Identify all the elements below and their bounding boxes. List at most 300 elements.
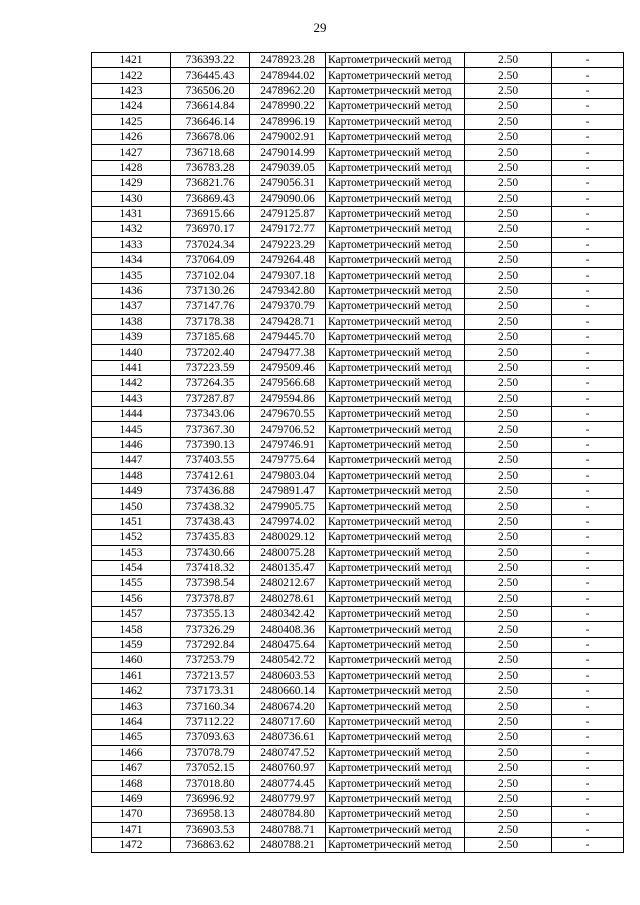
x-coordinate-cell: 737185.68 <box>171 330 250 345</box>
description-cell: - <box>552 376 624 391</box>
method-cell: Картометрический метод <box>326 283 465 298</box>
method-cell: Картометрический метод <box>326 776 465 791</box>
y-coordinate-cell: 2479706.52 <box>250 422 326 437</box>
y-coordinate-cell: 2479445.70 <box>250 330 326 345</box>
x-coordinate-cell: 736958.13 <box>171 807 250 822</box>
accuracy-cell: 2.50 <box>465 268 552 283</box>
description-cell: - <box>552 591 624 606</box>
description-cell: - <box>552 314 624 329</box>
x-coordinate-cell: 736915.66 <box>171 206 250 221</box>
point-number-cell: 1465 <box>92 730 171 745</box>
x-coordinate-cell: 737435.83 <box>171 530 250 545</box>
description-cell: - <box>552 253 624 268</box>
table-row <box>92 53 624 68</box>
description-cell: - <box>552 530 624 545</box>
description-cell: - <box>552 745 624 760</box>
x-coordinate-cell: 736903.53 <box>171 822 250 837</box>
point-number-cell: 1424 <box>92 99 171 114</box>
method-cell: Картометрический метод <box>326 299 465 314</box>
accuracy-cell: 2.50 <box>465 760 552 775</box>
point-number-cell: 1453 <box>92 545 171 560</box>
accuracy-cell: 2.50 <box>465 453 552 468</box>
table-row <box>92 99 624 114</box>
y-coordinate-cell: 2478996.19 <box>250 114 326 129</box>
x-coordinate-cell: 737326.29 <box>171 622 250 637</box>
y-coordinate-cell: 2479509.46 <box>250 360 326 375</box>
description-cell: - <box>552 607 624 622</box>
method-cell: Картометрический метод <box>326 653 465 668</box>
method-cell: Картометрический метод <box>326 622 465 637</box>
y-coordinate-cell: 2480760.97 <box>250 760 326 775</box>
accuracy-cell: 2.50 <box>465 299 552 314</box>
description-cell: - <box>552 83 624 98</box>
accuracy-cell: 2.50 <box>465 607 552 622</box>
x-coordinate-cell: 737438.43 <box>171 514 250 529</box>
point-number-cell: 1439 <box>92 330 171 345</box>
table-row <box>92 622 624 637</box>
point-number-cell: 1430 <box>92 191 171 206</box>
table-row <box>92 330 624 345</box>
description-cell: - <box>552 560 624 575</box>
y-coordinate-cell: 2478944.02 <box>250 68 326 83</box>
table-row <box>92 760 624 775</box>
table-row <box>92 160 624 175</box>
method-cell: Картометрический метод <box>326 791 465 806</box>
point-number-cell: 1454 <box>92 560 171 575</box>
method-cell: Картометрический метод <box>326 468 465 483</box>
accuracy-cell: 2.50 <box>465 576 552 591</box>
accuracy-cell: 2.50 <box>465 160 552 175</box>
x-coordinate-cell: 736506.20 <box>171 83 250 98</box>
method-cell: Картометрический метод <box>326 822 465 837</box>
point-number-cell: 1444 <box>92 406 171 421</box>
point-number-cell: 1464 <box>92 714 171 729</box>
method-cell: Картометрический метод <box>326 483 465 498</box>
description-cell: - <box>552 483 624 498</box>
description-cell: - <box>552 422 624 437</box>
y-coordinate-cell: 2479172.77 <box>250 222 326 237</box>
table-row <box>92 714 624 729</box>
table-row <box>92 607 624 622</box>
table-row <box>92 237 624 252</box>
point-number-cell: 1446 <box>92 437 171 452</box>
method-cell: Картометрический метод <box>326 514 465 529</box>
y-coordinate-cell: 2479056.31 <box>250 176 326 191</box>
x-coordinate-cell: 737287.87 <box>171 391 250 406</box>
table-row <box>92 545 624 560</box>
description-cell: - <box>552 206 624 221</box>
table-row <box>92 822 624 837</box>
x-coordinate-cell: 736678.06 <box>171 129 250 144</box>
point-number-cell: 1425 <box>92 114 171 129</box>
y-coordinate-cell: 2479039.05 <box>250 160 326 175</box>
y-coordinate-cell: 2480788.71 <box>250 822 326 837</box>
description-cell: - <box>552 453 624 468</box>
table-row <box>92 514 624 529</box>
point-number-cell: 1462 <box>92 684 171 699</box>
table-row <box>92 129 624 144</box>
method-cell: Картометрический метод <box>326 668 465 683</box>
point-number-cell: 1469 <box>92 791 171 806</box>
description-cell: - <box>552 637 624 652</box>
point-number-cell: 1433 <box>92 237 171 252</box>
point-number-cell: 1429 <box>92 176 171 191</box>
point-number-cell: 1443 <box>92 391 171 406</box>
description-cell: - <box>552 791 624 806</box>
point-number-cell: 1421 <box>92 53 171 68</box>
method-cell: Картометрический метод <box>326 637 465 652</box>
table-row <box>92 114 624 129</box>
point-number-cell: 1445 <box>92 422 171 437</box>
method-cell: Картометрический метод <box>326 330 465 345</box>
x-coordinate-cell: 737064.09 <box>171 253 250 268</box>
y-coordinate-cell: 2480542.72 <box>250 653 326 668</box>
table-row <box>92 837 624 852</box>
method-cell: Картометрический метод <box>326 530 465 545</box>
point-number-cell: 1435 <box>92 268 171 283</box>
accuracy-cell: 2.50 <box>465 360 552 375</box>
y-coordinate-cell: 2479974.02 <box>250 514 326 529</box>
method-cell: Картометрический метод <box>326 730 465 745</box>
table-row <box>92 745 624 760</box>
method-cell: Картометрический метод <box>326 268 465 283</box>
x-coordinate-cell: 737093.63 <box>171 730 250 745</box>
x-coordinate-cell: 737438.32 <box>171 499 250 514</box>
x-coordinate-cell: 737173.31 <box>171 684 250 699</box>
x-coordinate-cell: 737178.38 <box>171 314 250 329</box>
method-cell: Картометрический метод <box>326 53 465 68</box>
method-cell: Картометрический метод <box>326 176 465 191</box>
point-number-cell: 1449 <box>92 483 171 498</box>
method-cell: Картометрический метод <box>326 99 465 114</box>
description-cell: - <box>552 360 624 375</box>
method-cell: Картометрический метод <box>326 222 465 237</box>
accuracy-cell: 2.50 <box>465 222 552 237</box>
accuracy-cell: 2.50 <box>465 776 552 791</box>
accuracy-cell: 2.50 <box>465 730 552 745</box>
point-number-cell: 1472 <box>92 837 171 852</box>
y-coordinate-cell: 2480475.64 <box>250 637 326 652</box>
x-coordinate-cell: 736445.43 <box>171 68 250 83</box>
description-cell: - <box>552 822 624 837</box>
accuracy-cell: 2.50 <box>465 376 552 391</box>
accuracy-cell: 2.50 <box>465 53 552 68</box>
y-coordinate-cell: 2479370.79 <box>250 299 326 314</box>
y-coordinate-cell: 2479594.86 <box>250 391 326 406</box>
x-coordinate-cell: 736863.62 <box>171 837 250 852</box>
x-coordinate-cell: 737343.06 <box>171 406 250 421</box>
x-coordinate-cell: 737213.57 <box>171 668 250 683</box>
accuracy-cell: 2.50 <box>465 422 552 437</box>
y-coordinate-cell: 2478923.28 <box>250 53 326 68</box>
table-row <box>92 468 624 483</box>
x-coordinate-cell: 737112.22 <box>171 714 250 729</box>
y-coordinate-cell: 2480342.42 <box>250 607 326 622</box>
table-row <box>92 483 624 498</box>
accuracy-cell: 2.50 <box>465 391 552 406</box>
y-coordinate-cell: 2479803.04 <box>250 468 326 483</box>
point-number-cell: 1458 <box>92 622 171 637</box>
x-coordinate-cell: 737223.59 <box>171 360 250 375</box>
accuracy-cell: 2.50 <box>465 807 552 822</box>
accuracy-cell: 2.50 <box>465 283 552 298</box>
method-cell: Картометрический метод <box>326 406 465 421</box>
x-coordinate-cell: 737292.84 <box>171 637 250 652</box>
x-coordinate-cell: 736718.68 <box>171 145 250 160</box>
method-cell: Картометрический метод <box>326 499 465 514</box>
table-row <box>92 560 624 575</box>
method-cell: Картометрический метод <box>326 83 465 98</box>
y-coordinate-cell: 2479002.91 <box>250 129 326 144</box>
table-row <box>92 530 624 545</box>
table-row <box>92 730 624 745</box>
point-number-cell: 1441 <box>92 360 171 375</box>
description-cell: - <box>552 299 624 314</box>
accuracy-cell: 2.50 <box>465 684 552 699</box>
x-coordinate-cell: 736614.84 <box>171 99 250 114</box>
y-coordinate-cell: 2480788.21 <box>250 837 326 852</box>
method-cell: Картометрический метод <box>326 437 465 452</box>
table-row <box>92 499 624 514</box>
description-cell: - <box>552 145 624 160</box>
description-cell: - <box>552 468 624 483</box>
method-cell: Картометрический метод <box>326 114 465 129</box>
x-coordinate-cell: 737398.54 <box>171 576 250 591</box>
description-cell: - <box>552 391 624 406</box>
description-cell: - <box>552 576 624 591</box>
table-row <box>92 145 624 160</box>
x-coordinate-cell: 736783.28 <box>171 160 250 175</box>
description-cell: - <box>552 776 624 791</box>
accuracy-cell: 2.50 <box>465 514 552 529</box>
description-cell: - <box>552 437 624 452</box>
description-cell: - <box>552 668 624 683</box>
method-cell: Картометрический метод <box>326 206 465 221</box>
method-cell: Картометрический метод <box>326 745 465 760</box>
accuracy-cell: 2.50 <box>465 637 552 652</box>
accuracy-cell: 2.50 <box>465 145 552 160</box>
accuracy-cell: 2.50 <box>465 791 552 806</box>
y-coordinate-cell: 2479428.71 <box>250 314 326 329</box>
point-number-cell: 1459 <box>92 637 171 652</box>
description-cell: - <box>552 837 624 852</box>
description-cell: - <box>552 699 624 714</box>
table-row <box>92 576 624 591</box>
accuracy-cell: 2.50 <box>465 530 552 545</box>
point-number-cell: 1422 <box>92 68 171 83</box>
method-cell: Картометрический метод <box>326 545 465 560</box>
y-coordinate-cell: 2480135.47 <box>250 560 326 575</box>
point-number-cell: 1434 <box>92 253 171 268</box>
method-cell: Картометрический метод <box>326 68 465 83</box>
description-cell: - <box>552 807 624 822</box>
point-number-cell: 1461 <box>92 668 171 683</box>
table-row <box>92 83 624 98</box>
y-coordinate-cell: 2480717.60 <box>250 714 326 729</box>
table-row <box>92 591 624 606</box>
accuracy-cell: 2.50 <box>465 114 552 129</box>
x-coordinate-cell: 737430.66 <box>171 545 250 560</box>
method-cell: Картометрический метод <box>326 714 465 729</box>
y-coordinate-cell: 2480774.45 <box>250 776 326 791</box>
x-coordinate-cell: 737412.61 <box>171 468 250 483</box>
point-number-cell: 1457 <box>92 607 171 622</box>
point-number-cell: 1455 <box>92 576 171 591</box>
y-coordinate-cell: 2479014.99 <box>250 145 326 160</box>
y-coordinate-cell: 2480603.53 <box>250 668 326 683</box>
table-row <box>92 776 624 791</box>
description-cell: - <box>552 653 624 668</box>
description-cell: - <box>552 268 624 283</box>
y-coordinate-cell: 2480747.52 <box>250 745 326 760</box>
accuracy-cell: 2.50 <box>465 591 552 606</box>
description-cell: - <box>552 499 624 514</box>
point-number-cell: 1438 <box>92 314 171 329</box>
method-cell: Картометрический метод <box>326 576 465 591</box>
point-number-cell: 1432 <box>92 222 171 237</box>
table-row <box>92 206 624 221</box>
table-row <box>92 453 624 468</box>
point-number-cell: 1437 <box>92 299 171 314</box>
description-cell: - <box>552 68 624 83</box>
point-number-cell: 1447 <box>92 453 171 468</box>
description-cell: - <box>552 114 624 129</box>
x-coordinate-cell: 737367.30 <box>171 422 250 437</box>
y-coordinate-cell: 2480779.97 <box>250 791 326 806</box>
y-coordinate-cell: 2480736.61 <box>250 730 326 745</box>
description-cell: - <box>552 222 624 237</box>
y-coordinate-cell: 2480660.14 <box>250 684 326 699</box>
table-row <box>92 422 624 437</box>
method-cell: Картометрический метод <box>326 453 465 468</box>
table-row <box>92 637 624 652</box>
table-row <box>92 268 624 283</box>
point-number-cell: 1423 <box>92 83 171 98</box>
accuracy-cell: 2.50 <box>465 191 552 206</box>
accuracy-cell: 2.50 <box>465 668 552 683</box>
point-number-cell: 1463 <box>92 699 171 714</box>
table-row <box>92 253 624 268</box>
table-row <box>92 684 624 699</box>
description-cell: - <box>552 237 624 252</box>
table-row <box>92 791 624 806</box>
x-coordinate-cell: 737078.79 <box>171 745 250 760</box>
y-coordinate-cell: 2480029.12 <box>250 530 326 545</box>
method-cell: Картометрический метод <box>326 237 465 252</box>
x-coordinate-cell: 737018.80 <box>171 776 250 791</box>
x-coordinate-cell: 737160.34 <box>171 699 250 714</box>
x-coordinate-cell: 736869.43 <box>171 191 250 206</box>
description-cell: - <box>552 330 624 345</box>
point-number-cell: 1451 <box>92 514 171 529</box>
accuracy-cell: 2.50 <box>465 206 552 221</box>
point-number-cell: 1440 <box>92 345 171 360</box>
method-cell: Картометрический метод <box>326 345 465 360</box>
table-row <box>92 360 624 375</box>
accuracy-cell: 2.50 <box>465 699 552 714</box>
accuracy-cell: 2.50 <box>465 99 552 114</box>
point-number-cell: 1442 <box>92 376 171 391</box>
point-number-cell: 1428 <box>92 160 171 175</box>
y-coordinate-cell: 2479342.80 <box>250 283 326 298</box>
x-coordinate-cell: 737052.15 <box>171 760 250 775</box>
accuracy-cell: 2.50 <box>465 176 552 191</box>
accuracy-cell: 2.50 <box>465 437 552 452</box>
table-row <box>92 653 624 668</box>
x-coordinate-cell: 737253.79 <box>171 653 250 668</box>
description-cell: - <box>552 684 624 699</box>
table-row <box>92 668 624 683</box>
accuracy-cell: 2.50 <box>465 253 552 268</box>
y-coordinate-cell: 2479477.38 <box>250 345 326 360</box>
point-number-cell: 1471 <box>92 822 171 837</box>
x-coordinate-cell: 736996.92 <box>171 791 250 806</box>
point-number-cell: 1470 <box>92 807 171 822</box>
method-cell: Картометрический метод <box>326 591 465 606</box>
method-cell: Картометрический метод <box>326 314 465 329</box>
method-cell: Картометрический метод <box>326 253 465 268</box>
accuracy-cell: 2.50 <box>465 545 552 560</box>
description-cell: - <box>552 53 624 68</box>
x-coordinate-cell: 737390.13 <box>171 437 250 452</box>
point-number-cell: 1452 <box>92 530 171 545</box>
y-coordinate-cell: 2479264.48 <box>250 253 326 268</box>
point-number-cell: 1431 <box>92 206 171 221</box>
table-row <box>92 299 624 314</box>
point-number-cell: 1450 <box>92 499 171 514</box>
method-cell: Картометрический метод <box>326 607 465 622</box>
point-number-cell: 1468 <box>92 776 171 791</box>
x-coordinate-cell: 737418.32 <box>171 560 250 575</box>
point-number-cell: 1460 <box>92 653 171 668</box>
description-cell: - <box>552 191 624 206</box>
accuracy-cell: 2.50 <box>465 330 552 345</box>
table-row <box>92 699 624 714</box>
accuracy-cell: 2.50 <box>465 653 552 668</box>
x-coordinate-cell: 737130.26 <box>171 283 250 298</box>
y-coordinate-cell: 2480212.67 <box>250 576 326 591</box>
table-row <box>92 314 624 329</box>
y-coordinate-cell: 2478990.22 <box>250 99 326 114</box>
method-cell: Картометрический метод <box>326 376 465 391</box>
point-number-cell: 1427 <box>92 145 171 160</box>
point-number-cell: 1426 <box>92 129 171 144</box>
table-row <box>92 68 624 83</box>
description-cell: - <box>552 730 624 745</box>
y-coordinate-cell: 2479905.75 <box>250 499 326 514</box>
description-cell: - <box>552 406 624 421</box>
accuracy-cell: 2.50 <box>465 129 552 144</box>
point-number-cell: 1436 <box>92 283 171 298</box>
x-coordinate-cell: 737355.13 <box>171 607 250 622</box>
point-number-cell: 1467 <box>92 760 171 775</box>
method-cell: Картометрический метод <box>326 560 465 575</box>
description-cell: - <box>552 622 624 637</box>
y-coordinate-cell: 2479670.55 <box>250 406 326 421</box>
y-coordinate-cell: 2479090.06 <box>250 191 326 206</box>
method-cell: Картометрический метод <box>326 391 465 406</box>
accuracy-cell: 2.50 <box>465 345 552 360</box>
table-row <box>92 391 624 406</box>
y-coordinate-cell: 2479307.18 <box>250 268 326 283</box>
x-coordinate-cell: 737102.04 <box>171 268 250 283</box>
description-cell: - <box>552 514 624 529</box>
x-coordinate-cell: 736970.17 <box>171 222 250 237</box>
x-coordinate-cell: 736393.22 <box>171 53 250 68</box>
method-cell: Картометрический метод <box>326 129 465 144</box>
accuracy-cell: 2.50 <box>465 468 552 483</box>
accuracy-cell: 2.50 <box>465 483 552 498</box>
